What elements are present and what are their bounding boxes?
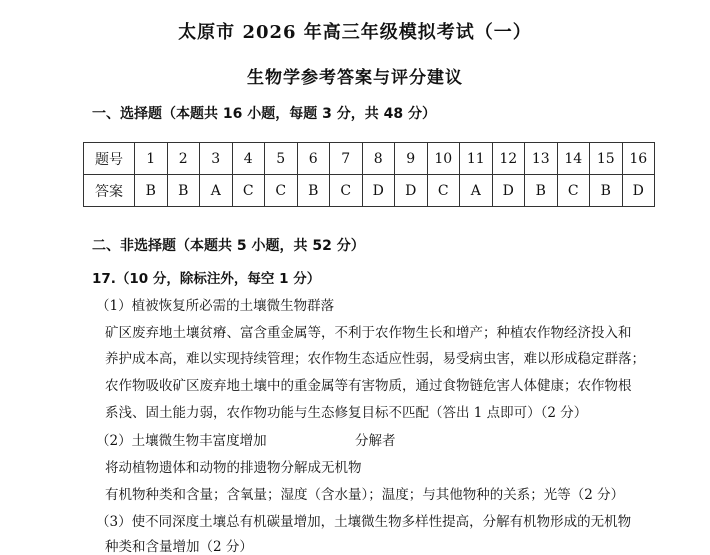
table-cell-answer: D	[395, 175, 428, 207]
q17-part-2: （2）土壤微生物丰富度增加	[96, 433, 267, 449]
table-cell-number: 15	[590, 143, 623, 175]
table-cell-answer: C	[330, 175, 363, 207]
table-cell-number: 13	[525, 143, 558, 175]
table-cell-number: 11	[460, 143, 493, 175]
table-cell-answer: B	[297, 175, 330, 207]
table-cell-number: 14	[557, 143, 590, 175]
table-cell-number: 9	[395, 143, 428, 175]
table-cell-answer: C	[232, 175, 265, 207]
table-cell-answer: B	[590, 175, 623, 207]
table-cell-number: 5	[265, 143, 298, 175]
table-cell-answer: B	[525, 175, 558, 207]
answer-table	[83, 142, 655, 207]
q17-answer-line-6: 有机物种类和含量；含氧量；湿度（含水量）；温度；与其他物种的关系；光等（2 分）	[105, 487, 625, 503]
table-cell-number: 3	[200, 143, 233, 175]
table-header-cell: 题号	[84, 143, 135, 175]
table-cell-answer: C	[557, 175, 590, 207]
question-17-heading: 17.（10 分，除标注外，每空 1 分）	[92, 271, 321, 287]
table-row-answers	[84, 175, 655, 207]
table-cell-number: 8	[362, 143, 395, 175]
table-cell-answer: D	[622, 175, 655, 207]
table-cell-answer: A	[200, 175, 233, 207]
table-cell-answer: C	[265, 175, 298, 207]
section-2-heading: 二、非选择题（本题共 5 小题，共 52 分）	[92, 238, 365, 254]
table-cell-answer: B	[167, 175, 200, 207]
table-header-cell: 答案	[84, 175, 135, 207]
table-cell-number: 2	[167, 143, 200, 175]
q17-answer-line-7: 种类和含量增加（2 分）	[105, 539, 253, 555]
table-cell-number: 7	[330, 143, 363, 175]
q17-answer-line-4: 系浅、固土能力弱，农作物功能与生态修复目标不匹配（答出 1 点即可）（2 分）	[105, 405, 588, 421]
q17-answer-line-3: 农作物吸收矿区废弃地土壤中的重金属等有害物质，通过食物链危害人体健康；农作物根	[105, 378, 632, 394]
q17-part-2-second-blank: 分解者	[355, 433, 396, 449]
table-cell-number: 6	[297, 143, 330, 175]
q17-answer-line-5: 将动植物遗体和动物的排遗物分解成无机物	[105, 460, 362, 476]
section-1-heading: 一、选择题（本题共 16 小题，每题 3 分，共 48 分）	[92, 106, 436, 122]
table-cell-answer: D	[492, 175, 525, 207]
table-cell-number: 16	[622, 143, 655, 175]
q17-answer-line-1: 矿区废弃地土壤贫瘠、富含重金属等，不利于农作物生长和增产；种植农作物经济投入和	[105, 325, 632, 341]
table-cell-number: 1	[135, 143, 168, 175]
q17-answer-line-2: 养护成本高，难以实现持续管理；农作物生态适应性弱，易受病虫害，难以形成稳定群落；	[105, 351, 645, 367]
document-title: 太原市 2026 年高三年级模拟考试（一）	[178, 22, 532, 43]
table-cell-answer: C	[427, 175, 460, 207]
table-cell-number: 10	[427, 143, 460, 175]
table-cell-answer: B	[135, 175, 168, 207]
q17-part-3: （3）使不同深度土壤总有机碳量增加，土壤微生物多样性提高，分解有机物形成的无机物	[96, 514, 632, 530]
table-cell-number: 12	[492, 143, 525, 175]
table-cell-answer: A	[460, 175, 493, 207]
table-row-numbers	[84, 143, 655, 175]
table-cell-number: 4	[232, 143, 265, 175]
table-cell-answer: D	[362, 175, 395, 207]
document-subtitle: 生物学参考答案与评分建议	[247, 68, 463, 88]
q17-part-1: （1）植被恢复所必需的土壤微生物群落	[96, 298, 335, 314]
